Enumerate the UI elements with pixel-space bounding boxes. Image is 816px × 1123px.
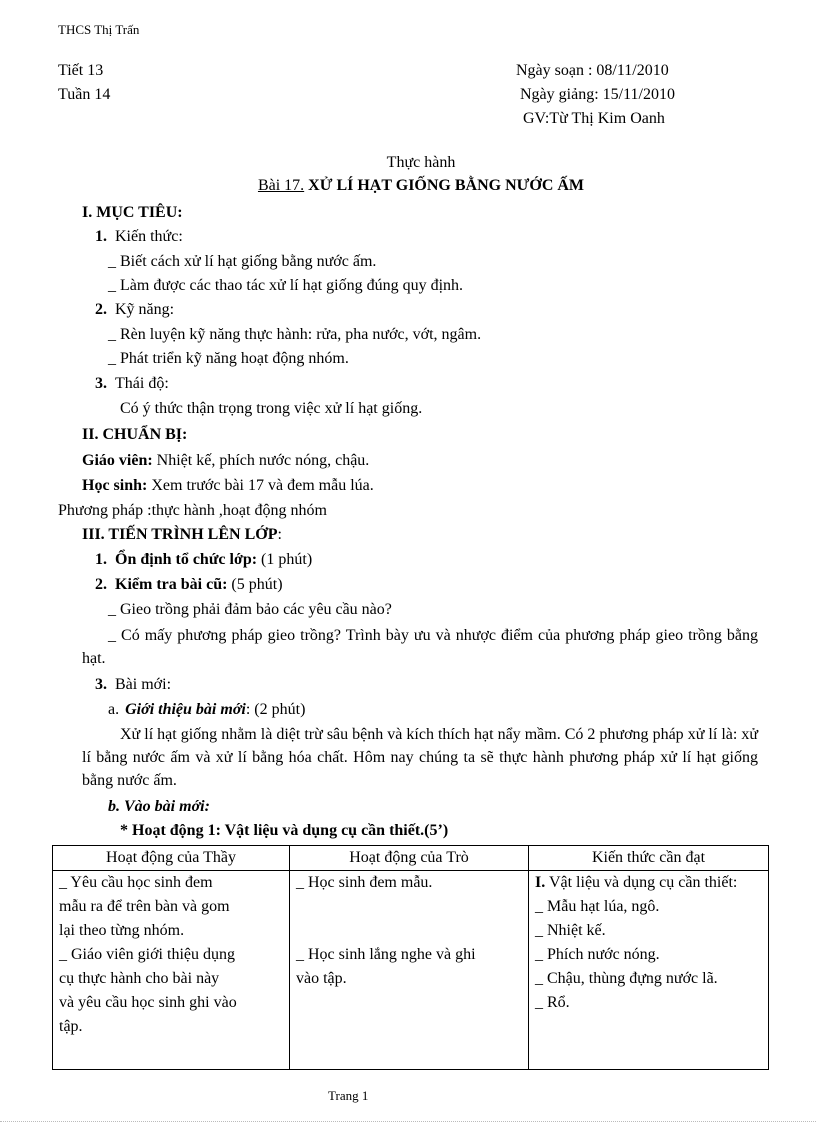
student-preparation: [82, 475, 374, 497]
table-cell-line: _ Giáo viên giới thiệu dụng: [59, 946, 235, 963]
lesson-number-title: Bài 17.: [257, 177, 305, 194]
knowledge-title-text: Vật liệu và dụng cụ cần thiết:: [545, 874, 738, 891]
lesson-number: Tiết 13: [58, 62, 104, 79]
objective-attitude-title: Thái độ:: [115, 375, 169, 392]
table-cell-line: _ Học sinh đem mẫu.: [296, 874, 433, 891]
knowledge-cell: [529, 871, 769, 1070]
page-bottom-divider: [0, 1121, 816, 1122]
list-item: _ Phát triển kỹ năng hoạt động nhóm.: [108, 350, 349, 367]
teacher-preparation-label: Giáo viên:: [82, 452, 153, 469]
page-number: Trang 1: [328, 1088, 369, 1103]
objective-knowledge-heading: [95, 226, 183, 248]
intro-label: Giới thiệu bài mới: [125, 701, 246, 718]
list-item: _ Biết cách xử lí hạt giống bằng nước ấm.: [108, 253, 377, 270]
step3-num: 3.: [95, 676, 107, 693]
objective-knowledge-num: 1.: [95, 228, 107, 245]
step2-num: 2.: [95, 576, 107, 593]
teach-date: Ngày giảng: 15/11/2010: [520, 86, 675, 103]
objective-knowledge-title: Kiến thức:: [115, 228, 183, 245]
table-cell-line: _ Phích nước nóng.: [535, 946, 660, 963]
step1-time: (1 phút): [257, 551, 313, 568]
table-cell-line: _ Học sinh lắng nghe và ghi: [296, 946, 476, 963]
section-objectives-heading: I. MỤC TIÊU:: [82, 204, 183, 221]
step1-label: Ổn định tổ chức lớp:: [115, 551, 258, 568]
review-question: _ Gieo trồng phải đảm bảo các yêu cầu nào?: [108, 601, 392, 618]
activity-table: [52, 845, 769, 1070]
prep-date: Ngày soạn : 08/11/2010: [516, 62, 669, 79]
lesson-title: XỬ LÍ HẠT GIỐNG BẰNG NƯỚC ẤM: [308, 177, 585, 194]
table-cell-line: vào tập.: [296, 970, 347, 987]
objective-attitude-num: 3.: [95, 375, 107, 392]
objective-attitude-heading: [95, 373, 169, 395]
table-header-cell: Hoạt động của Thầy: [53, 846, 290, 871]
step1-num: 1.: [95, 551, 107, 568]
step-review: [95, 574, 283, 596]
teacher-name: GV:Từ Thị Kim Oanh: [523, 110, 665, 127]
step-new-lesson: [95, 674, 171, 696]
knowledge-title-num: I.: [535, 874, 546, 891]
step3-label: Bài mới:: [115, 676, 172, 693]
table-cell-line: _ Rổ.: [535, 994, 570, 1011]
teacher-activity-cell: [53, 871, 290, 1070]
section-preparation-heading: II. CHUẨN BỊ:: [82, 426, 188, 443]
table-cell-line: và yêu cầu học sinh ghi vào: [59, 994, 237, 1011]
cell-spacer: [296, 895, 522, 919]
table-cell-line: mẫu ra để trên bàn và gom: [59, 898, 230, 915]
review-question: _ Có mấy phương pháp gieo trồng? Trình bày ưu và nhược điểm của phương pháp gieo trồng bằng hạt.: [82, 627, 758, 667]
step-class-organization: [95, 549, 312, 571]
list-item: _ Rèn luyện kỹ năng thực hành: rửa, pha nước, vớt, ngâm.: [108, 326, 482, 343]
intro-paragraph: Xử lí hạt giống nhằm là diệt trừ sâu bệnh và kích thích hạt nẩy mầm. Có 2 phương pháp xử lí là: xử lí bằng nước ấm và xử lí bằng hóa chất. Hôm nay chúng ta sẽ thực hành phương pháp xử lí hạt giống bằng nước ấm.: [82, 726, 758, 789]
objective-skills-num: 2.: [95, 301, 107, 318]
intro-letter: a.: [108, 701, 120, 718]
table-cell-line: _ Mẫu hạt lúa, ngô.: [535, 898, 660, 915]
teacher-preparation-text: Nhiệt kế, phích nước nóng, chậu.: [152, 452, 370, 469]
section-procedure-colon: :: [277, 526, 282, 543]
table-cell-line: _ Chậu, thùng đựng nước lã.: [535, 970, 718, 987]
school-header: THCS Thị Trấn: [58, 22, 140, 37]
objective-skills-heading: [95, 299, 174, 321]
table-header-cell: Hoạt động của Trò: [290, 846, 529, 871]
table-cell-line: _ Nhiệt kế.: [535, 922, 606, 939]
teacher-preparation: [82, 450, 369, 472]
step2-label: Kiểm tra bài cũ:: [115, 576, 228, 593]
table-row: [53, 871, 769, 1070]
intro-heading: [108, 699, 305, 721]
week-number: Tuần 14: [58, 86, 111, 103]
table-cell-line: _ Yêu cầu học sinh đem: [59, 874, 213, 891]
page-title: [0, 177, 816, 195]
student-preparation-label: Học sinh:: [82, 477, 148, 494]
objective-skills-title: Kỹ năng:: [115, 301, 175, 318]
table-header-row: [53, 846, 769, 871]
student-activity-cell: [290, 871, 529, 1070]
student-preparation-text: Xem trước bài 17 và đem mẫu lúa.: [147, 477, 374, 494]
activity-heading: * Hoạt động 1: Vật liệu và dụng cụ cần thiết.(5’): [120, 822, 449, 839]
knowledge-title: [535, 871, 762, 895]
section-procedure-title: III. TIẾN TRÌNH LÊN LỚP: [82, 526, 278, 543]
intro-time: : (2 phút): [245, 701, 306, 718]
table-cell-line: tập.: [59, 1018, 83, 1035]
main-lesson-heading: b. Vào bài mới:: [108, 798, 210, 815]
section-procedure-heading: [82, 524, 282, 546]
attitude-text: Có ý thức thận trọng trong việc xử lí hạt giống.: [120, 400, 423, 417]
table-cell-line: lại theo từng nhóm.: [59, 922, 185, 939]
table-header-cell: Kiến thức cần đạt: [529, 846, 769, 871]
cell-spacer: [296, 919, 522, 943]
step2-time: (5 phút): [227, 576, 283, 593]
teaching-method: Phương pháp :thực hành ,hoạt động nhóm: [58, 502, 327, 519]
list-item: _ Làm được các thao tác xử lí hạt giống đúng quy định.: [108, 277, 464, 294]
practice-label: Thực hành: [386, 154, 456, 171]
table-cell-line: cụ thực hành cho bài này: [59, 970, 220, 987]
